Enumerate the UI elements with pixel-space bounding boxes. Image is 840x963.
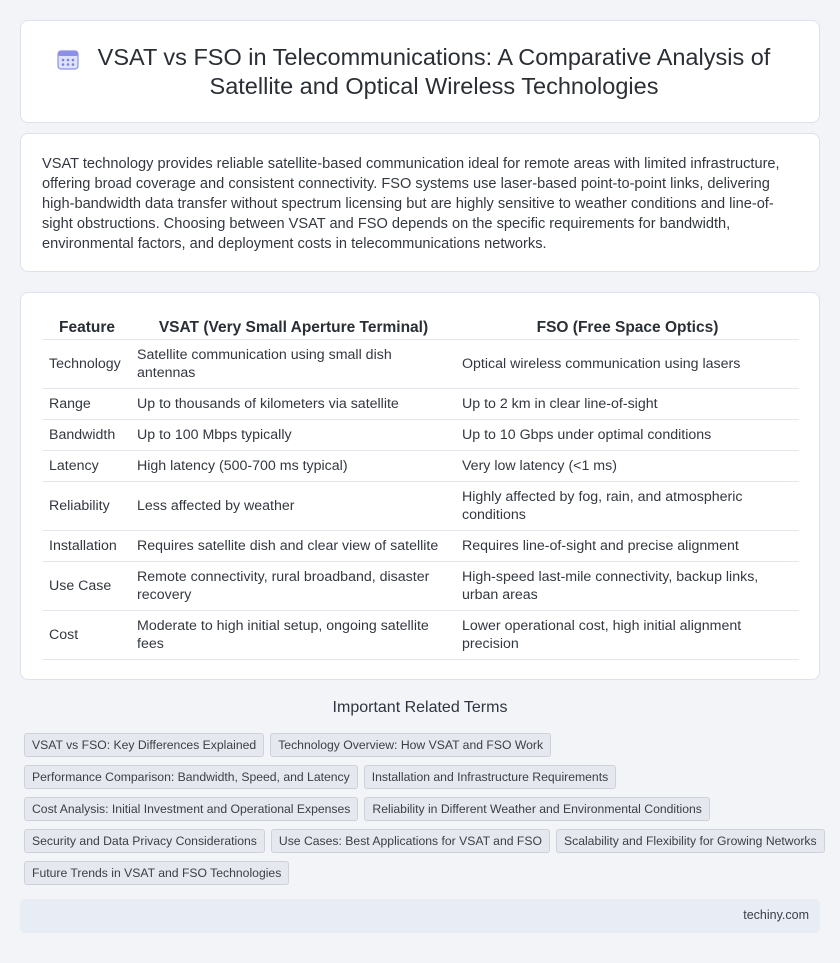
- page-title-line2: Satellite and Optical Wireless Technologies: [209, 72, 659, 99]
- row-feature: Use Case: [43, 561, 131, 610]
- row-fso-value: Lower operational cost, high initial alignment precision: [456, 610, 799, 659]
- related-terms-list: [24, 733, 817, 893]
- footer: [20, 899, 820, 933]
- related-term-tag[interactable]: Installation and Infrastructure Requirements: [364, 765, 616, 789]
- row-feature: Latency: [43, 450, 131, 481]
- related-term-tag[interactable]: Use Cases: Best Applications for VSAT and FSO: [271, 829, 550, 853]
- table-row: [43, 339, 799, 388]
- related-term-tag[interactable]: Technology Overview: How VSAT and FSO Work: [270, 733, 551, 757]
- page-title: [98, 43, 771, 101]
- related-term-tag[interactable]: VSAT vs FSO: Key Differences Explained: [24, 733, 264, 757]
- table-row: [43, 610, 799, 659]
- related-term-tag[interactable]: Security and Data Privacy Considerations: [24, 829, 265, 853]
- related-terms-heading: Important Related Terms: [332, 699, 508, 716]
- related-term-tag[interactable]: Performance Comparison: Bandwidth, Speed, and Latency: [24, 765, 358, 789]
- row-vsat-value: Remote connectivity, rural broadband, disaster recovery: [131, 561, 456, 610]
- row-feature: Reliability: [43, 481, 131, 530]
- row-vsat-value: Up to thousands of kilometers via satellite: [131, 388, 456, 419]
- row-fso-value: Highly affected by fog, rain, and atmospheric conditions: [456, 481, 799, 530]
- table-header-row: [43, 311, 799, 339]
- column-header-fso: FSO (Free Space Optics): [456, 311, 799, 339]
- comparison-card: [20, 292, 820, 680]
- row-vsat-value: High latency (500-700 ms typical): [131, 450, 456, 481]
- row-feature: Installation: [43, 530, 131, 561]
- row-feature: Cost: [43, 610, 131, 659]
- column-header-vsat: VSAT (Very Small Aperture Terminal): [131, 311, 456, 339]
- related-term-tag[interactable]: Reliability in Different Weather and Environmental Conditions: [364, 797, 709, 821]
- table-row: [43, 481, 799, 530]
- related-term-tag[interactable]: Cost Analysis: Initial Investment and Operational Expenses: [24, 797, 358, 821]
- related-term-tag[interactable]: Scalability and Flexibility for Growing Networks: [556, 829, 825, 853]
- row-feature: Bandwidth: [43, 419, 131, 450]
- row-fso-value: Requires line-of-sight and precise alignment: [456, 530, 799, 561]
- intro-paragraph: VSAT technology provides reliable satellite-based communication ideal for remote areas with limited infrastructure, offering broad coverage and consistent connectivity. FSO systems use laser-based point-to-point links, delivering high-bandwidth data transfer without spectrum licensing but are highly sensitive to weather conditions and line-of-sight obstructions. Choosing between VSAT and FSO depends on the specific requirements for bandwidth, environmental factors, and deployment costs in telecommunications networks.: [42, 156, 780, 252]
- row-fso-value: Up to 2 km in clear line-of-sight: [456, 388, 799, 419]
- table-row: [43, 561, 799, 610]
- row-fso-value: High-speed last-mile connectivity, backup links, urban areas: [456, 561, 799, 610]
- row-fso-value: Up to 10 Gbps under optimal conditions: [456, 419, 799, 450]
- row-feature: Technology: [43, 339, 131, 388]
- row-fso-value: Very low latency (<1 ms): [456, 450, 799, 481]
- page-title-line1: VSAT vs FSO in Telecommunications: A Comparative Analysis of: [97, 43, 771, 70]
- table-row: [43, 388, 799, 419]
- row-vsat-value: Moderate to high initial setup, ongoing satellite fees: [131, 610, 456, 659]
- table-row: [43, 530, 799, 561]
- row-vsat-value: Less affected by weather: [131, 481, 456, 530]
- column-header-feature: Feature: [43, 311, 131, 339]
- related-term-tag[interactable]: Future Trends in VSAT and FSO Technologies: [24, 861, 289, 885]
- row-feature: Range: [43, 388, 131, 419]
- table-row: [43, 450, 799, 481]
- row-vsat-value: Up to 100 Mbps typically: [131, 419, 456, 450]
- header-card: [20, 20, 820, 123]
- comparison-table: [43, 311, 799, 660]
- row-vsat-value: Requires satellite dish and clear view of satellite: [131, 530, 456, 561]
- row-vsat-value: Satellite communication using small dish antennas: [131, 339, 456, 388]
- table-row: [43, 419, 799, 450]
- footer-site-link[interactable]: techiny.com: [743, 908, 809, 922]
- intro-card: [20, 133, 820, 272]
- row-fso-value: Optical wireless communication using lasers: [456, 339, 799, 388]
